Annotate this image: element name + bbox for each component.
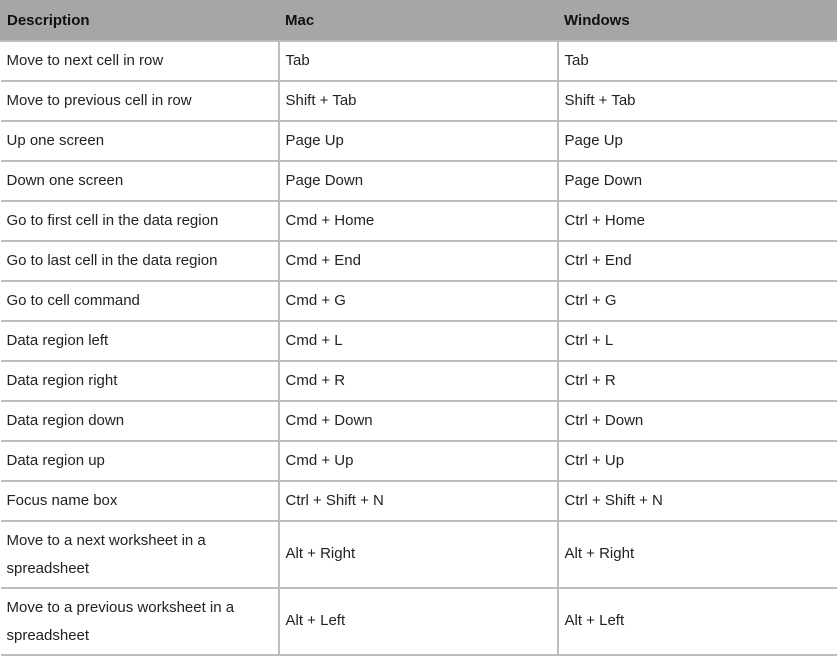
- table-row: [1, 588, 837, 655]
- header-description: Description: [1, 1, 279, 41]
- header-row: [1, 1, 837, 41]
- header-mac: Mac: [279, 1, 558, 41]
- mac-shortcut-cell: Alt + Right: [279, 521, 558, 588]
- description-cell: Move to next cell in row: [1, 41, 279, 81]
- windows-shortcut-cell: Ctrl + G: [558, 281, 837, 321]
- windows-shortcut-cell: Shift + Tab: [558, 81, 837, 121]
- windows-shortcut-cell: Tab: [558, 41, 837, 81]
- description-cell: Down one screen: [1, 161, 279, 201]
- mac-shortcut-cell: Page Up: [279, 121, 558, 161]
- description-cell: Data region down: [1, 401, 279, 441]
- description-cell: Go to first cell in the data region: [1, 201, 279, 241]
- mac-shortcut-cell: Cmd + Down: [279, 401, 558, 441]
- mac-shortcut-cell: Alt + Left: [279, 588, 558, 655]
- windows-shortcut-cell: Ctrl + R: [558, 361, 837, 401]
- windows-shortcut-cell: Ctrl + Up: [558, 441, 837, 481]
- windows-shortcut-cell: Alt + Left: [558, 588, 837, 655]
- windows-shortcut-cell: Ctrl + End: [558, 241, 837, 281]
- table-row: [1, 161, 837, 201]
- description-cell: Move to a next worksheet in a spreadsheet: [1, 521, 279, 588]
- windows-shortcut-cell: Page Up: [558, 121, 837, 161]
- table-row: [1, 201, 837, 241]
- description-cell: Data region left: [1, 321, 279, 361]
- table-row: [1, 241, 837, 281]
- table-row: [1, 41, 837, 81]
- table-row: [1, 361, 837, 401]
- mac-shortcut-cell: Cmd + Up: [279, 441, 558, 481]
- windows-shortcut-cell: Ctrl + Shift + N: [558, 481, 837, 521]
- table-row: [1, 481, 837, 521]
- table-row: [1, 521, 837, 588]
- mac-shortcut-cell: Cmd + End: [279, 241, 558, 281]
- windows-shortcut-cell: Ctrl + Down: [558, 401, 837, 441]
- description-cell: Move to previous cell in row: [1, 81, 279, 121]
- mac-shortcut-cell: Cmd + G: [279, 281, 558, 321]
- mac-shortcut-cell: Cmd + R: [279, 361, 558, 401]
- description-cell: Up one screen: [1, 121, 279, 161]
- description-cell: Move to a previous worksheet in a spreadsheet: [1, 588, 279, 655]
- mac-shortcut-cell: Cmd + Home: [279, 201, 558, 241]
- mac-shortcut-cell: Cmd + L: [279, 321, 558, 361]
- description-cell: Data region right: [1, 361, 279, 401]
- header-windows: Windows: [558, 1, 837, 41]
- mac-shortcut-cell: Ctrl + Shift + N: [279, 481, 558, 521]
- description-cell: Data region up: [1, 441, 279, 481]
- table-row: [1, 321, 837, 361]
- description-cell: Go to cell command: [1, 281, 279, 321]
- table-row: [1, 281, 837, 321]
- table-row: [1, 401, 837, 441]
- description-cell: Focus name box: [1, 481, 279, 521]
- mac-shortcut-cell: Page Down: [279, 161, 558, 201]
- description-cell: Go to last cell in the data region: [1, 241, 279, 281]
- mac-shortcut-cell: Shift + Tab: [279, 81, 558, 121]
- mac-shortcut-cell: Tab: [279, 41, 558, 81]
- windows-shortcut-cell: Alt + Right: [558, 521, 837, 588]
- windows-shortcut-cell: Page Down: [558, 161, 837, 201]
- table-row: [1, 121, 837, 161]
- table-body: [1, 41, 837, 655]
- table-header: [1, 1, 837, 41]
- table-row: [1, 441, 837, 481]
- windows-shortcut-cell: Ctrl + L: [558, 321, 837, 361]
- table-row: [1, 81, 837, 121]
- windows-shortcut-cell: Ctrl + Home: [558, 201, 837, 241]
